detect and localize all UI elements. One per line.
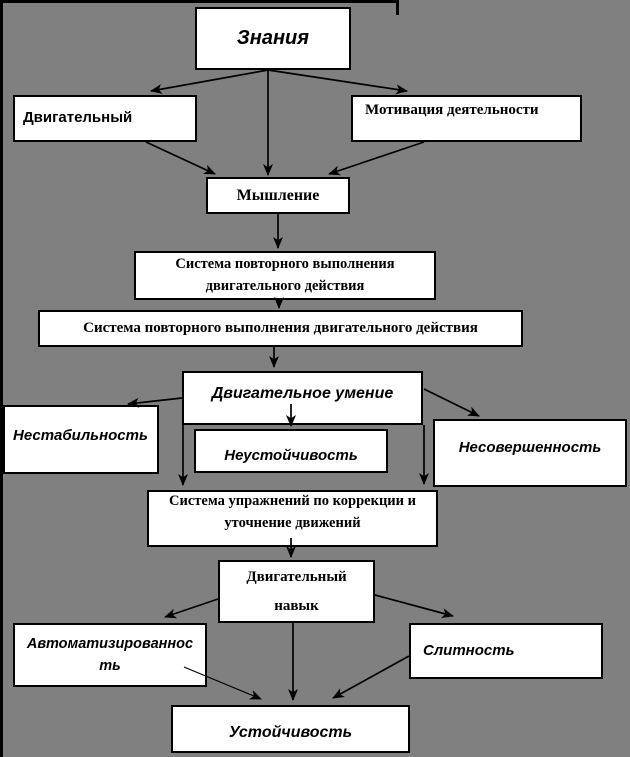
canvas-frame-stub [396, 0, 399, 15]
arrow-umenie-to-nesovershennost [424, 389, 479, 416]
canvas-frame-top [0, 0, 399, 3]
box-sistema-povtornogo-dvuhstrochnyj [134, 251, 436, 300]
box-motivacija-dejatelnosti [351, 95, 582, 142]
box-znanija-label: Знания [236, 27, 310, 49]
arrow-znanija-to-motivacija [268, 70, 407, 91]
arrow-motivacija-to-myshlenie [329, 142, 424, 174]
box-nesovershennost-label: Несовершенность [458, 438, 602, 456]
box-myshlenie [206, 177, 350, 214]
box-sistema2-line2: двигательного действия [205, 277, 365, 294]
box-dvigatelnyj [13, 95, 197, 142]
arrow-umenie-to-nestabilnost [128, 398, 182, 404]
box-sistema-povtornogo-shirokij [38, 310, 523, 347]
box-uprazhnenij-line2: уточнение движений [224, 514, 361, 531]
box-avtomat-line2: ть [99, 658, 121, 674]
box-neustojchivost-label: Неустойчивость [224, 446, 358, 464]
box-navyk-line2: навык [274, 597, 319, 614]
arrow-dvigatelnyj-to-myshlenie [146, 142, 215, 174]
box-dvigatelnoe-umenie [182, 371, 423, 425]
box-sistema2-line1: Система повторного выполнения [175, 256, 395, 273]
box-znanija [195, 7, 351, 70]
box-slitnost-label: Слитность [423, 641, 515, 659]
box-nestabilnost-label: Нестабильность [13, 427, 148, 444]
box-uprazhnenij-line1: Система упражнений по коррекции и [169, 492, 416, 509]
box-neustojchivost [194, 429, 388, 473]
box-nestabilnost [3, 405, 159, 474]
arrow-slitnost-to-ustojchivost [333, 656, 409, 698]
box-dvigatelnyj-label: Двигательный [23, 109, 133, 127]
box-avtomat-line1: Автоматизированнос [26, 635, 194, 652]
box-navyk-line1: Двигательный [246, 569, 347, 585]
box-umenie-label: Двигательное умение [211, 385, 394, 402]
arrow-navyk-to-avtomatizirovannost [165, 599, 218, 617]
arrow-znanija-to-dvigatelnyj [151, 70, 268, 91]
box-sistema-uprazhnenij [147, 490, 438, 547]
box-dvigatelnyj-navyk [218, 560, 375, 623]
box-ustojchivost-label: Устойчивость [228, 724, 353, 741]
canvas-frame-left [0, 0, 3, 757]
box-slitnost [409, 623, 603, 679]
box-myshlenie-label: Мышление [236, 186, 320, 204]
arrow-navyk-to-slitnost [375, 595, 453, 616]
box-nesovershennost [433, 419, 627, 487]
box-motivacija-label: Мотивация деятельности [365, 102, 539, 118]
box-ustojchivost [171, 705, 410, 753]
box-sistemaw-label: Система повторного выполнения двигательного действия [83, 320, 478, 337]
box-avtomatizirovannost [13, 623, 207, 687]
